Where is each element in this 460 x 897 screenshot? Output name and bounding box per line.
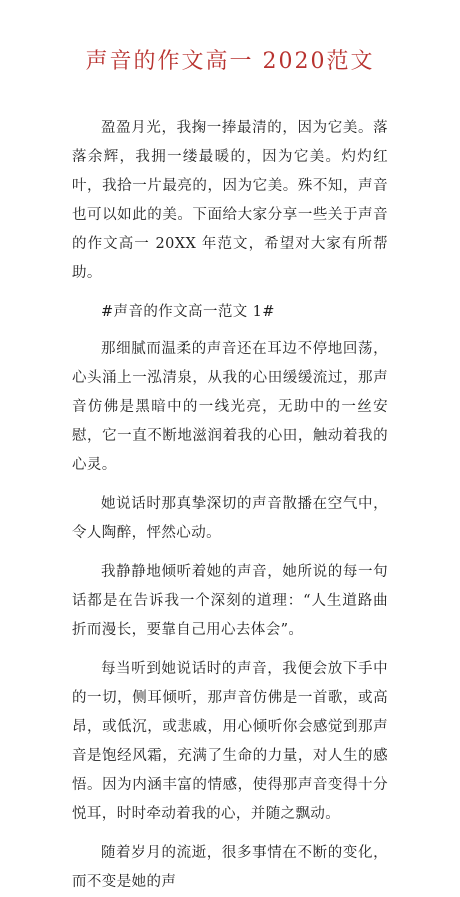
paragraph: 那细腻而温柔的声音还在耳边不停地回荡，心头涌上一泓清泉，从我的心田缓缓流过，那声音仿佛是黑暗中的一线光亮，无助中的一丝安慰，它一直不断地滋润着我的心田，触动着我的心灵。	[72, 341, 388, 473]
document-title: 声音的作文高一 2020范文	[85, 49, 375, 74]
paragraph: 随着岁月的流逝，很多事情在不断的变化，而不变是她的声	[72, 845, 388, 890]
section-heading: #声音的作文高一范文 1#	[101, 304, 275, 320]
paragraph: 她说话时那真挚深切的声音散播在空气中，令人陶醉，怦然心动。	[72, 496, 388, 541]
paragraph: 我静静地倾听着她的声音，她所说的每一句话都是在告诉我一个深刻的道理：“人生道路曲折而漫长，要靠自己用心去体会”。	[72, 564, 388, 638]
paragraph: 每当听到她说话时的声音，我便会放下手中的一切，侧耳倾听，那声音仿佛是一首歌，或高昂，或低沉，或悲戚，用心倾听你会感觉到那声音是饱经风霜，充满了生命的力量，对人生的感悟。因为内涵丰富的情感，使得那声音变得十分悦耳，时时牵动着我的心，并随之飘动。	[72, 661, 388, 822]
document-body	[72, 114, 388, 897]
paragraph-intro: 盈盈月光，我掬一捧最清的，因为它美。落落余辉，我拥一缕最暖的，因为它美。灼灼红叶，我拾一片最亮的，因为它美。殊不知，声音也可以如此的美。下面给大家分享一些关于声音的作文高一 20XX 年范文，希望对大家有所帮助。	[72, 120, 388, 281]
